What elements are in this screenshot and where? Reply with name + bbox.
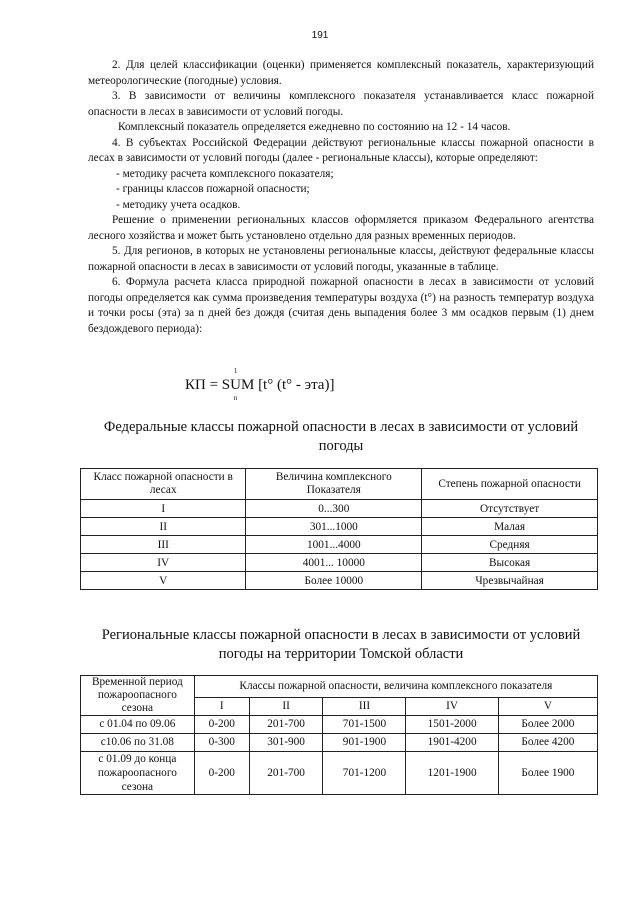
- table-header: I: [194, 698, 249, 716]
- formula-sum-label: SUM: [221, 377, 255, 393]
- paragraph-time: Комплексный показатель определяется ежедневно по состоянию на 12 - 14 часов.: [118, 121, 511, 133]
- table-cell: II: [81, 518, 246, 536]
- paragraph-2: 2. Для целей классификации (оценки) применяется комплексный показатель, характеризующий метеорологические (погодные) условия.: [88, 59, 594, 87]
- table-header: Классы пожарной опасности, величина комплексного показателя: [194, 676, 597, 698]
- table-cell: Более 1900: [498, 752, 597, 795]
- table-cell: с 01.09 до конца пожароопасного сезона: [81, 752, 195, 795]
- table-header: V: [498, 698, 597, 716]
- paragraph-6: 6. Формула расчета класса природной пожарной опасности в лесах в зависимости от условий погоды определяется как сумма произведения температуры воздуха (t°) на разность температур воздуха и точки росы (эта) за n дней без дождя (считая день выпадения более 3 мм осадков первым (1) днем бездождевого периода):: [88, 276, 594, 335]
- table-cell: 201-700: [249, 752, 323, 795]
- formula-right: [t° (t° - эта)]: [254, 377, 335, 393]
- federal-table-title: Федеральные классы пожарной опасности в лесах в зависимости от условий погоды: [103, 419, 579, 454]
- table-cell: Малая: [422, 518, 598, 536]
- table-header-row: [81, 469, 598, 500]
- table-row: [81, 752, 598, 795]
- table-cell: Высокая: [422, 554, 598, 572]
- table-cell: 301-900: [249, 734, 323, 752]
- paragraph-decision: Решение о применении региональных классов оформляется приказом Федерального агентства лесного хозяйства и может быть установлено отдельно для разных временных периодов.: [88, 214, 594, 242]
- table-header: Временной период пожароопасного сезона: [81, 676, 195, 716]
- formula: [185, 367, 335, 402]
- table-cell: с 01.04 по 09.06: [81, 716, 195, 734]
- table-header-row: [81, 676, 598, 698]
- table-cell: Более 4200: [498, 734, 597, 752]
- table-cell: 201-700: [249, 716, 323, 734]
- regional-table-title: Региональные классы пожарной опасности в лесах в зависимости от условий погоды на территории Томской области: [101, 627, 581, 662]
- table-cell: 301...1000: [246, 518, 422, 536]
- table-cell: Средняя: [422, 536, 598, 554]
- paragraph-4: 4. В субъектах Российской Федерации действуют региональные классы пожарной опасности в лесах в зависимости от условий погоды (далее - региональные классы), которые определяют:: [88, 136, 594, 164]
- table-cell: 4001... 10000: [246, 554, 422, 572]
- table-row: [81, 734, 598, 752]
- formula-lower-limit: n: [233, 394, 238, 402]
- table-cell: 901-1900: [323, 734, 406, 752]
- table-row: [81, 554, 598, 572]
- paragraph-3: 3. В зависимости от величины комплексного показателя устанавливается класс пожарной опасности в лесах в зависимости от условий погоды.: [88, 90, 594, 118]
- federal-classes-table: [80, 468, 598, 590]
- table-cell: 701-1200: [323, 752, 406, 795]
- table-header: Величина комплексного Показателя: [246, 469, 422, 500]
- table-cell: I: [81, 500, 246, 518]
- body-text: [88, 58, 594, 337]
- table-cell: 701-1500: [323, 716, 406, 734]
- formula-sum: [221, 367, 255, 402]
- table-cell: Отсутствует: [422, 500, 598, 518]
- table-cell: 1001...4000: [246, 536, 422, 554]
- table-cell: 0-200: [194, 752, 249, 795]
- table-header: III: [323, 698, 406, 716]
- table-cell: 1501-2000: [406, 716, 498, 734]
- table-cell: IV: [81, 554, 246, 572]
- regional-classes-table: [80, 675, 598, 795]
- table-row: [81, 500, 598, 518]
- table-cell: III: [81, 536, 246, 554]
- table-cell: V: [81, 572, 246, 590]
- formula-upper-limit: 1: [233, 367, 238, 375]
- table-cell: 1201-1900: [406, 752, 498, 795]
- page-number: 191: [311, 30, 329, 41]
- table-cell: 0-200: [194, 716, 249, 734]
- table-cell: с10.06 по 31.08: [81, 734, 195, 752]
- table-row: [81, 518, 598, 536]
- table-header: Степень пожарной опасности: [422, 469, 598, 500]
- table-cell: Более 10000: [246, 572, 422, 590]
- table-row: [81, 716, 598, 734]
- table-cell: 1901-4200: [406, 734, 498, 752]
- table-header: II: [249, 698, 323, 716]
- formula-left: КП =: [185, 377, 222, 393]
- paragraph-5: 5. Для регионов, в которых не установлены региональные классы, действуют федеральные классы пожарной опасности в лесах в зависимости от условий погоды, указанные в таблице.: [88, 245, 594, 273]
- table-cell: Более 2000: [498, 716, 597, 734]
- table-row: [81, 572, 598, 590]
- table-header: IV: [406, 698, 498, 716]
- list-item: - методику расчета комплексного показателя;: [116, 167, 334, 180]
- table-cell: 0...300: [246, 500, 422, 518]
- list-item: - методику учета осадков.: [116, 198, 241, 211]
- table-cell: Чрезвычайная: [422, 572, 598, 590]
- list-item: - границы классов пожарной опасности;: [116, 183, 310, 195]
- table-row: [81, 536, 598, 554]
- table-cell: 0-300: [194, 734, 249, 752]
- table-header: Класс пожарной опасности в лесах: [81, 469, 246, 500]
